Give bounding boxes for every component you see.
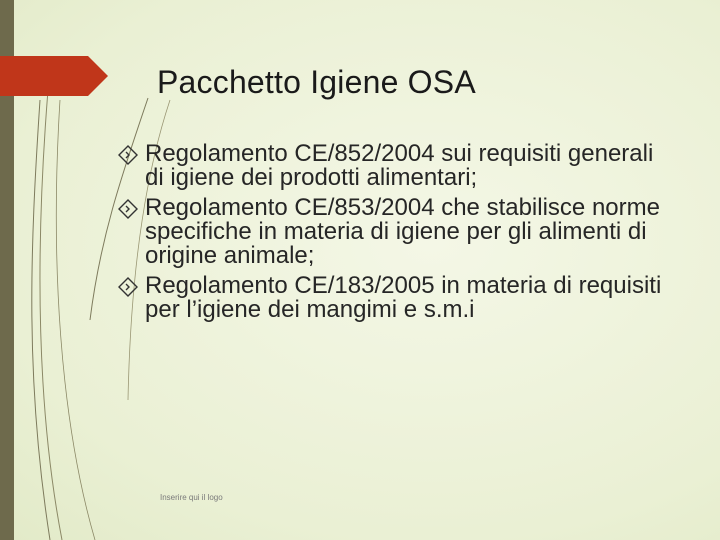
list-item [118, 196, 678, 268]
bullet-list [118, 142, 678, 328]
diamond-arrow-icon [118, 277, 138, 297]
page-title: Pacchetto Igiene OSA [157, 64, 476, 100]
title-accent-tab [0, 56, 108, 96]
diamond-arrow-icon [118, 199, 138, 219]
bullet-text: Regolamento CE/183/2005 in materia di requisiti per l’igiene dei mangimi e s.m.i [145, 272, 662, 323]
diamond-arrow-icon [118, 145, 138, 165]
list-item [118, 142, 678, 190]
list-item [118, 274, 678, 322]
bullet-text: Regolamento CE/852/2004 sui requisiti generali di igiene dei prodotti alimentari; [145, 140, 654, 191]
bullet-text: Regolamento CE/853/2004 che stabilisce norme specifiche in materia di igiene per gli alimenti di origine animale; [145, 194, 660, 269]
logo-placeholder: Inserire qui il logo [160, 493, 223, 502]
